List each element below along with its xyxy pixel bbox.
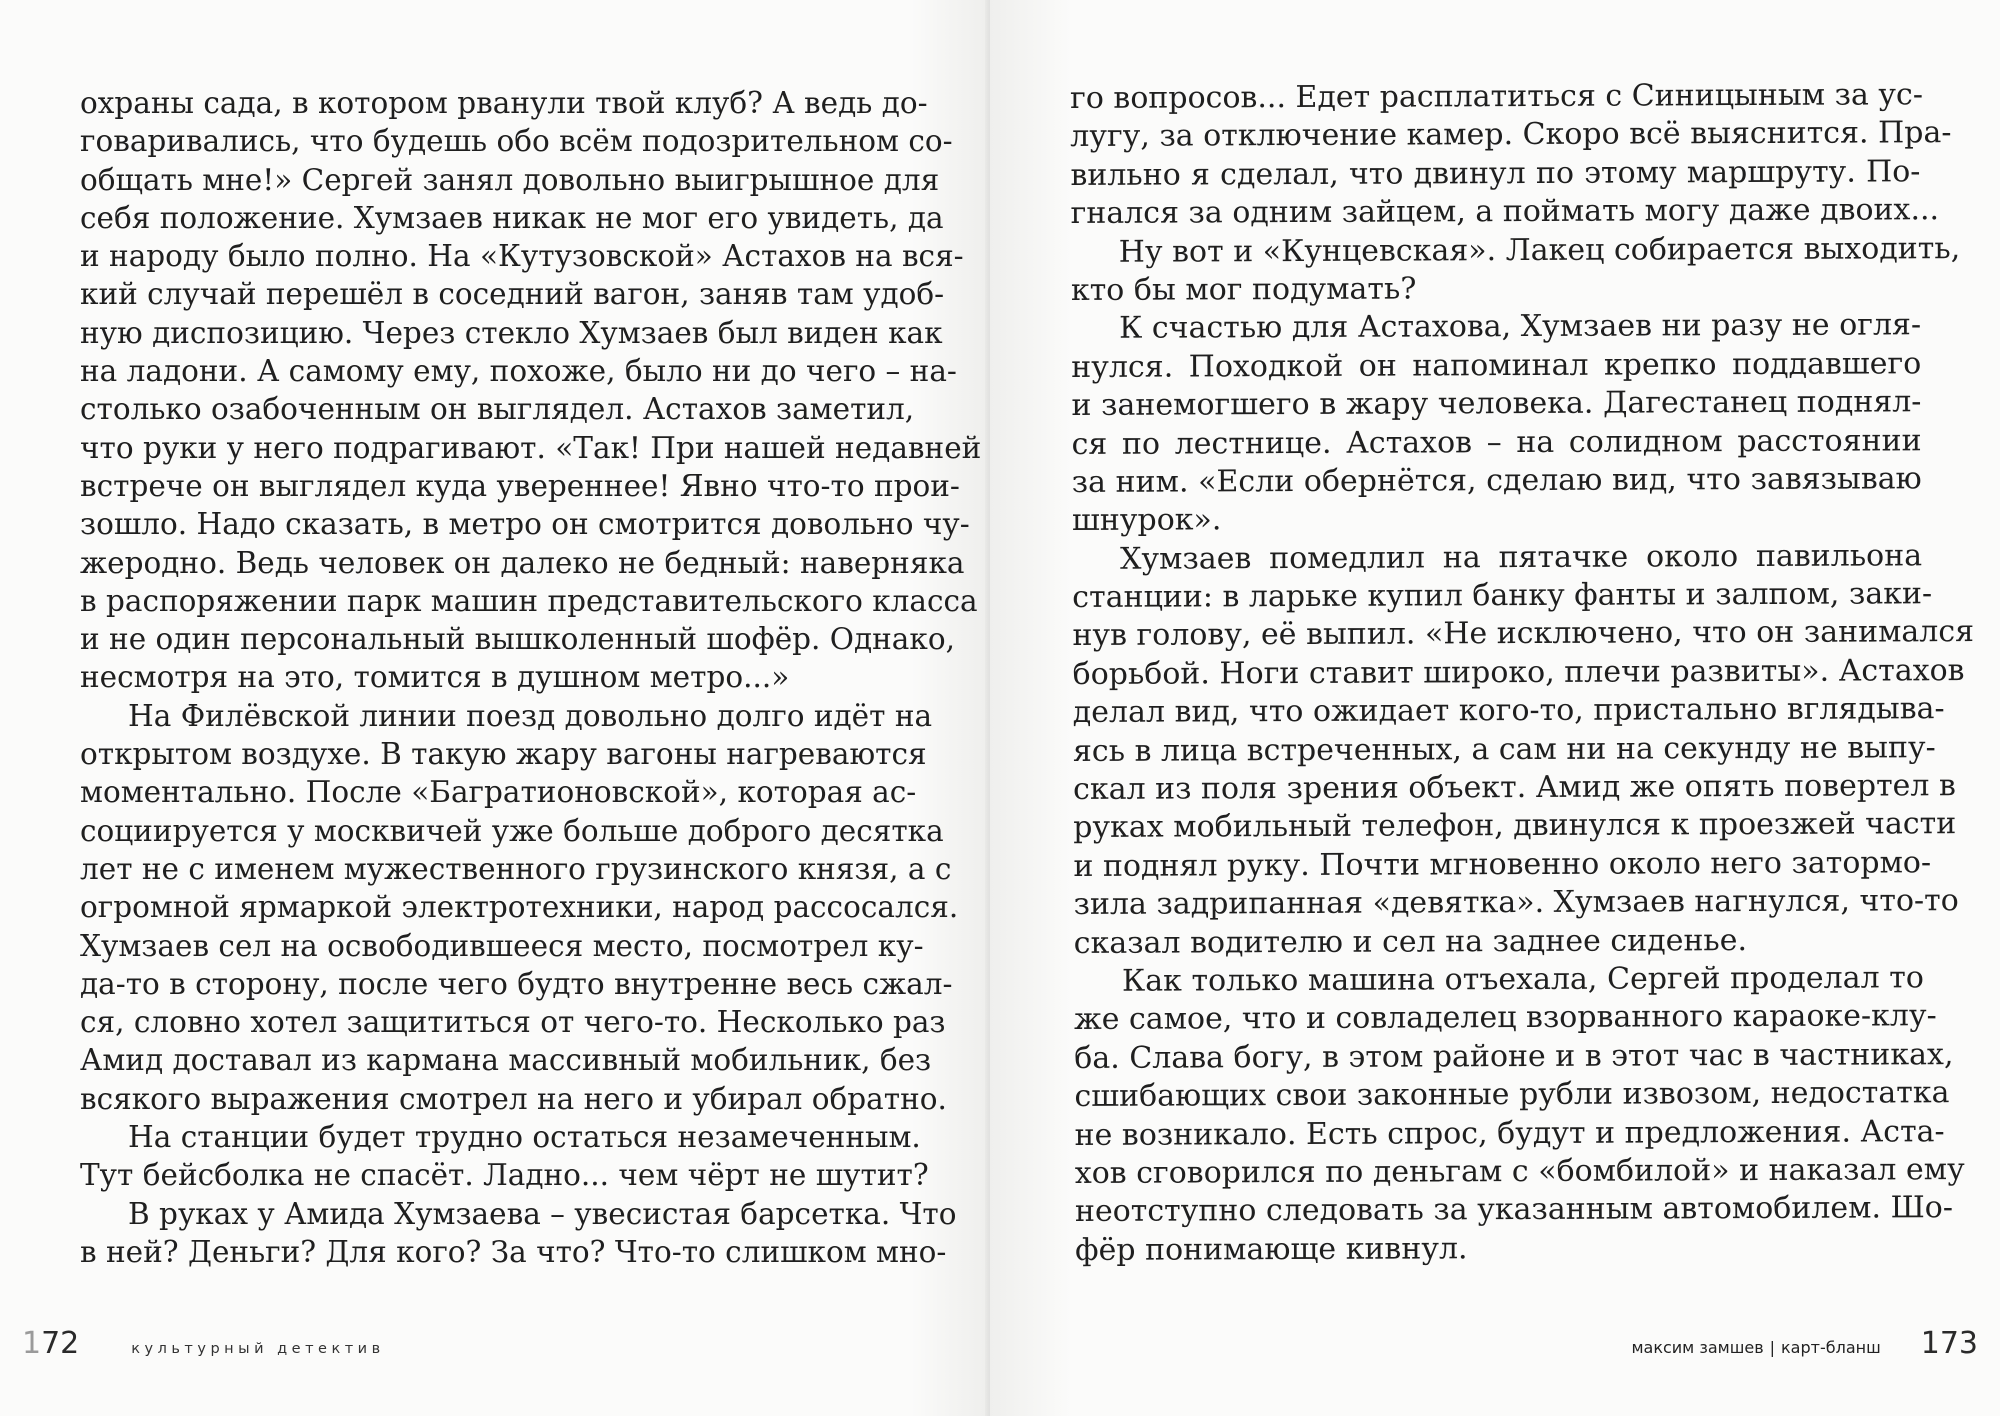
right-page-footer	[1631, 1326, 1978, 1361]
text-line: вильно я сделал, что двинул по этому маршруту. По-	[1070, 154, 1921, 193]
text-line: ся, словно хотел защититься от чего-то. Несколько раз	[80, 1005, 946, 1040]
text-line: Ну вот и «Кунцевская». Лакец собирается выходить,	[1118, 230, 1961, 270]
text-line: делал вид, что ожидает кого-то, пристально вглядыва-	[1072, 691, 1945, 731]
left-page-text	[80, 84, 982, 1271]
page-number-left: 72	[41, 1326, 80, 1361]
text-line: за ним. «Если обернётся, сделаю вид, что завязываю	[1071, 461, 1922, 500]
text-line: На Филёвской линии поезд довольно долго идёт на	[128, 698, 933, 733]
text-line: ся по лестнице. Астахов – на солидном расстоянии	[1071, 422, 1922, 462]
text-line: ную диспозицию. Через стекло Хумзаев был виден как	[80, 315, 943, 350]
text-line: кто бы мог подумать?	[1070, 271, 1417, 308]
text-line: В руках у Амида Хумзаева – увесистая барсетка. Что	[128, 1196, 957, 1231]
text-line: социируется у москвичей уже больше доброго десятка	[80, 813, 944, 848]
text-line: Тут бейсболка не спасёт. Ладно... чем чёрт не шутит?	[80, 1158, 929, 1193]
text-line: всякого выражения смотрел на него и убирал обратно.	[80, 1081, 947, 1116]
text-line: Хумзаев помедлил на пятачке около павильона	[1120, 537, 1923, 577]
text-line: встрече он выглядел куда увереннее! Явно что-то прои-	[80, 468, 960, 503]
text-line: фёр понимающе кивнул.	[1075, 1230, 1468, 1268]
text-line: зила задрипанная «девятка». Хумзаев нагнулся, что-то	[1073, 883, 1959, 923]
text-line: охраны сада, в котором рванули твой клуб? А ведь до-	[80, 86, 928, 120]
text-line: Амид доставал из кармана массивный мобильник, без	[80, 1043, 932, 1078]
text-line: и поднял руку. Почти мгновенно около него затормо-	[1073, 845, 1932, 884]
text-line: себя положение. Хумзаев никак не мог его увидеть, да	[80, 200, 944, 235]
separator: |	[1769, 1338, 1776, 1357]
text-line: жеродно. Ведь человек он далеко не бедный: наверняка	[80, 545, 965, 580]
text-line: общать мне!» Сергей занял довольно выигрышное для	[80, 162, 940, 197]
text-line: не возникало. Есть спрос, будут и предложения. Аста-	[1074, 1113, 1945, 1153]
text-line: несмотря на это, томится в душном метро...»	[80, 660, 790, 695]
text-line: хов сговорился по деньгам с «бомбилой» и наказал ему	[1074, 1152, 1965, 1191]
running-title: культурный детектив	[131, 1341, 385, 1357]
text-line: го вопросов... Едет расплатиться с Синицыным за ус-	[1070, 77, 1924, 116]
text-line: столько озабоченным он выглядел. Астахов заметил,	[80, 392, 915, 427]
text-line: огромной ярмаркой электротехники, народ рассосался.	[80, 890, 959, 925]
text-line: нулся. Походкой он напоминал крепко поддавшего	[1071, 346, 1922, 385]
left-page	[0, 0, 990, 1416]
text-line: на ладони. А самому ему, похоже, было ни до чего – на-	[80, 354, 957, 389]
text-line: ба. Слава богу, в этом районе и в этот час в частниках,	[1074, 1036, 1954, 1076]
text-line: что руки у него подрагивают. «Так! При нашей недавней	[80, 430, 982, 465]
page-number-right: 173	[1920, 1326, 1978, 1361]
text-line: К счастью для Астахова, Хумзаев ни разу не огля-	[1119, 307, 1922, 347]
text-line: открытом воздухе. В такую жару вагоны нагреваются	[80, 737, 927, 772]
text-line: сшибающих свои законные рубли извозом, недостатка	[1074, 1075, 1950, 1115]
text-line: нув голову, её выпил. «Не исключено, что он занимался	[1072, 614, 1975, 654]
text-line: зошло. Надо сказать, в метро он смотрится довольно чу-	[80, 507, 970, 542]
text-line: неотступно следовать за указанным автомобилем. Шо-	[1074, 1190, 1954, 1230]
right-page	[990, 0, 2000, 1416]
author-name: максим замшев	[1631, 1338, 1764, 1357]
text-line: Хумзаев сел на освободившееся место, посмотрел ку-	[80, 928, 924, 963]
text-line: станции: в ларьке купил банку фанты и залпом, заки-	[1072, 576, 1933, 616]
text-line: кий случай перешёл в соседний вагон, заняв там удоб-	[80, 277, 945, 312]
text-line: в ней? Деньги? Для кого? За что? Что-то слишком мно-	[80, 1234, 947, 1269]
text-line: лугу, за отключение камер. Скоро всё выяснится. Пра-	[1070, 115, 1952, 155]
text-line: Как только машина отъехала, Сергей проделал то	[1121, 960, 1925, 999]
text-line: же самое, что и совладелец взорванного караоке-клу-	[1074, 998, 1937, 1038]
text-line: шнурок».	[1071, 502, 1222, 539]
text-line: лет не с именем мужественного грузинского князя, а с	[80, 851, 952, 886]
right-page-text	[1070, 76, 1975, 1270]
text-line: и занемогшего в жару человека. Дагестанец поднял-	[1071, 384, 1922, 424]
running-author-title	[1631, 1338, 1880, 1357]
text-line: борьбой. Ноги ставит широко, плечи развиты». Астахов	[1072, 652, 1965, 692]
text-line: На станции будет трудно остаться незамеченным.	[128, 1120, 921, 1155]
text-line: ясь в лица встреченных, а сам ни на секунду не выпу-	[1072, 729, 1936, 769]
text-line: говаривались, что будешь обо всём подозрительном со-	[80, 124, 953, 159]
left-page-footer	[22, 1326, 385, 1361]
page-number-prefix: 1	[22, 1326, 42, 1361]
text-line: да-то в сторону, после чего будто внутренне весь сжал-	[80, 966, 953, 1001]
book-title: карт-бланш	[1781, 1338, 1881, 1357]
text-line: скал из поля зрения объект. Амид же опять повертел в	[1073, 768, 1956, 808]
text-line: гнался за одним зайцем, а поймать могу даже двоих...	[1070, 192, 1940, 232]
text-line: моментально. После «Багратионовской», которая ас-	[80, 775, 917, 810]
text-line: сказал водителю и сел на заднее сиденье.	[1073, 922, 1748, 961]
text-line: в распоряжении парк машин представительского класса	[80, 583, 978, 618]
text-line: и не один персональный вышколенный шофёр. Однако,	[80, 622, 955, 657]
text-line: и народу было полно. На «Кутузовской» Астахов на вся-	[80, 239, 964, 274]
text-line: руках мобильный телефон, двинулся к проезжей части	[1073, 806, 1957, 846]
